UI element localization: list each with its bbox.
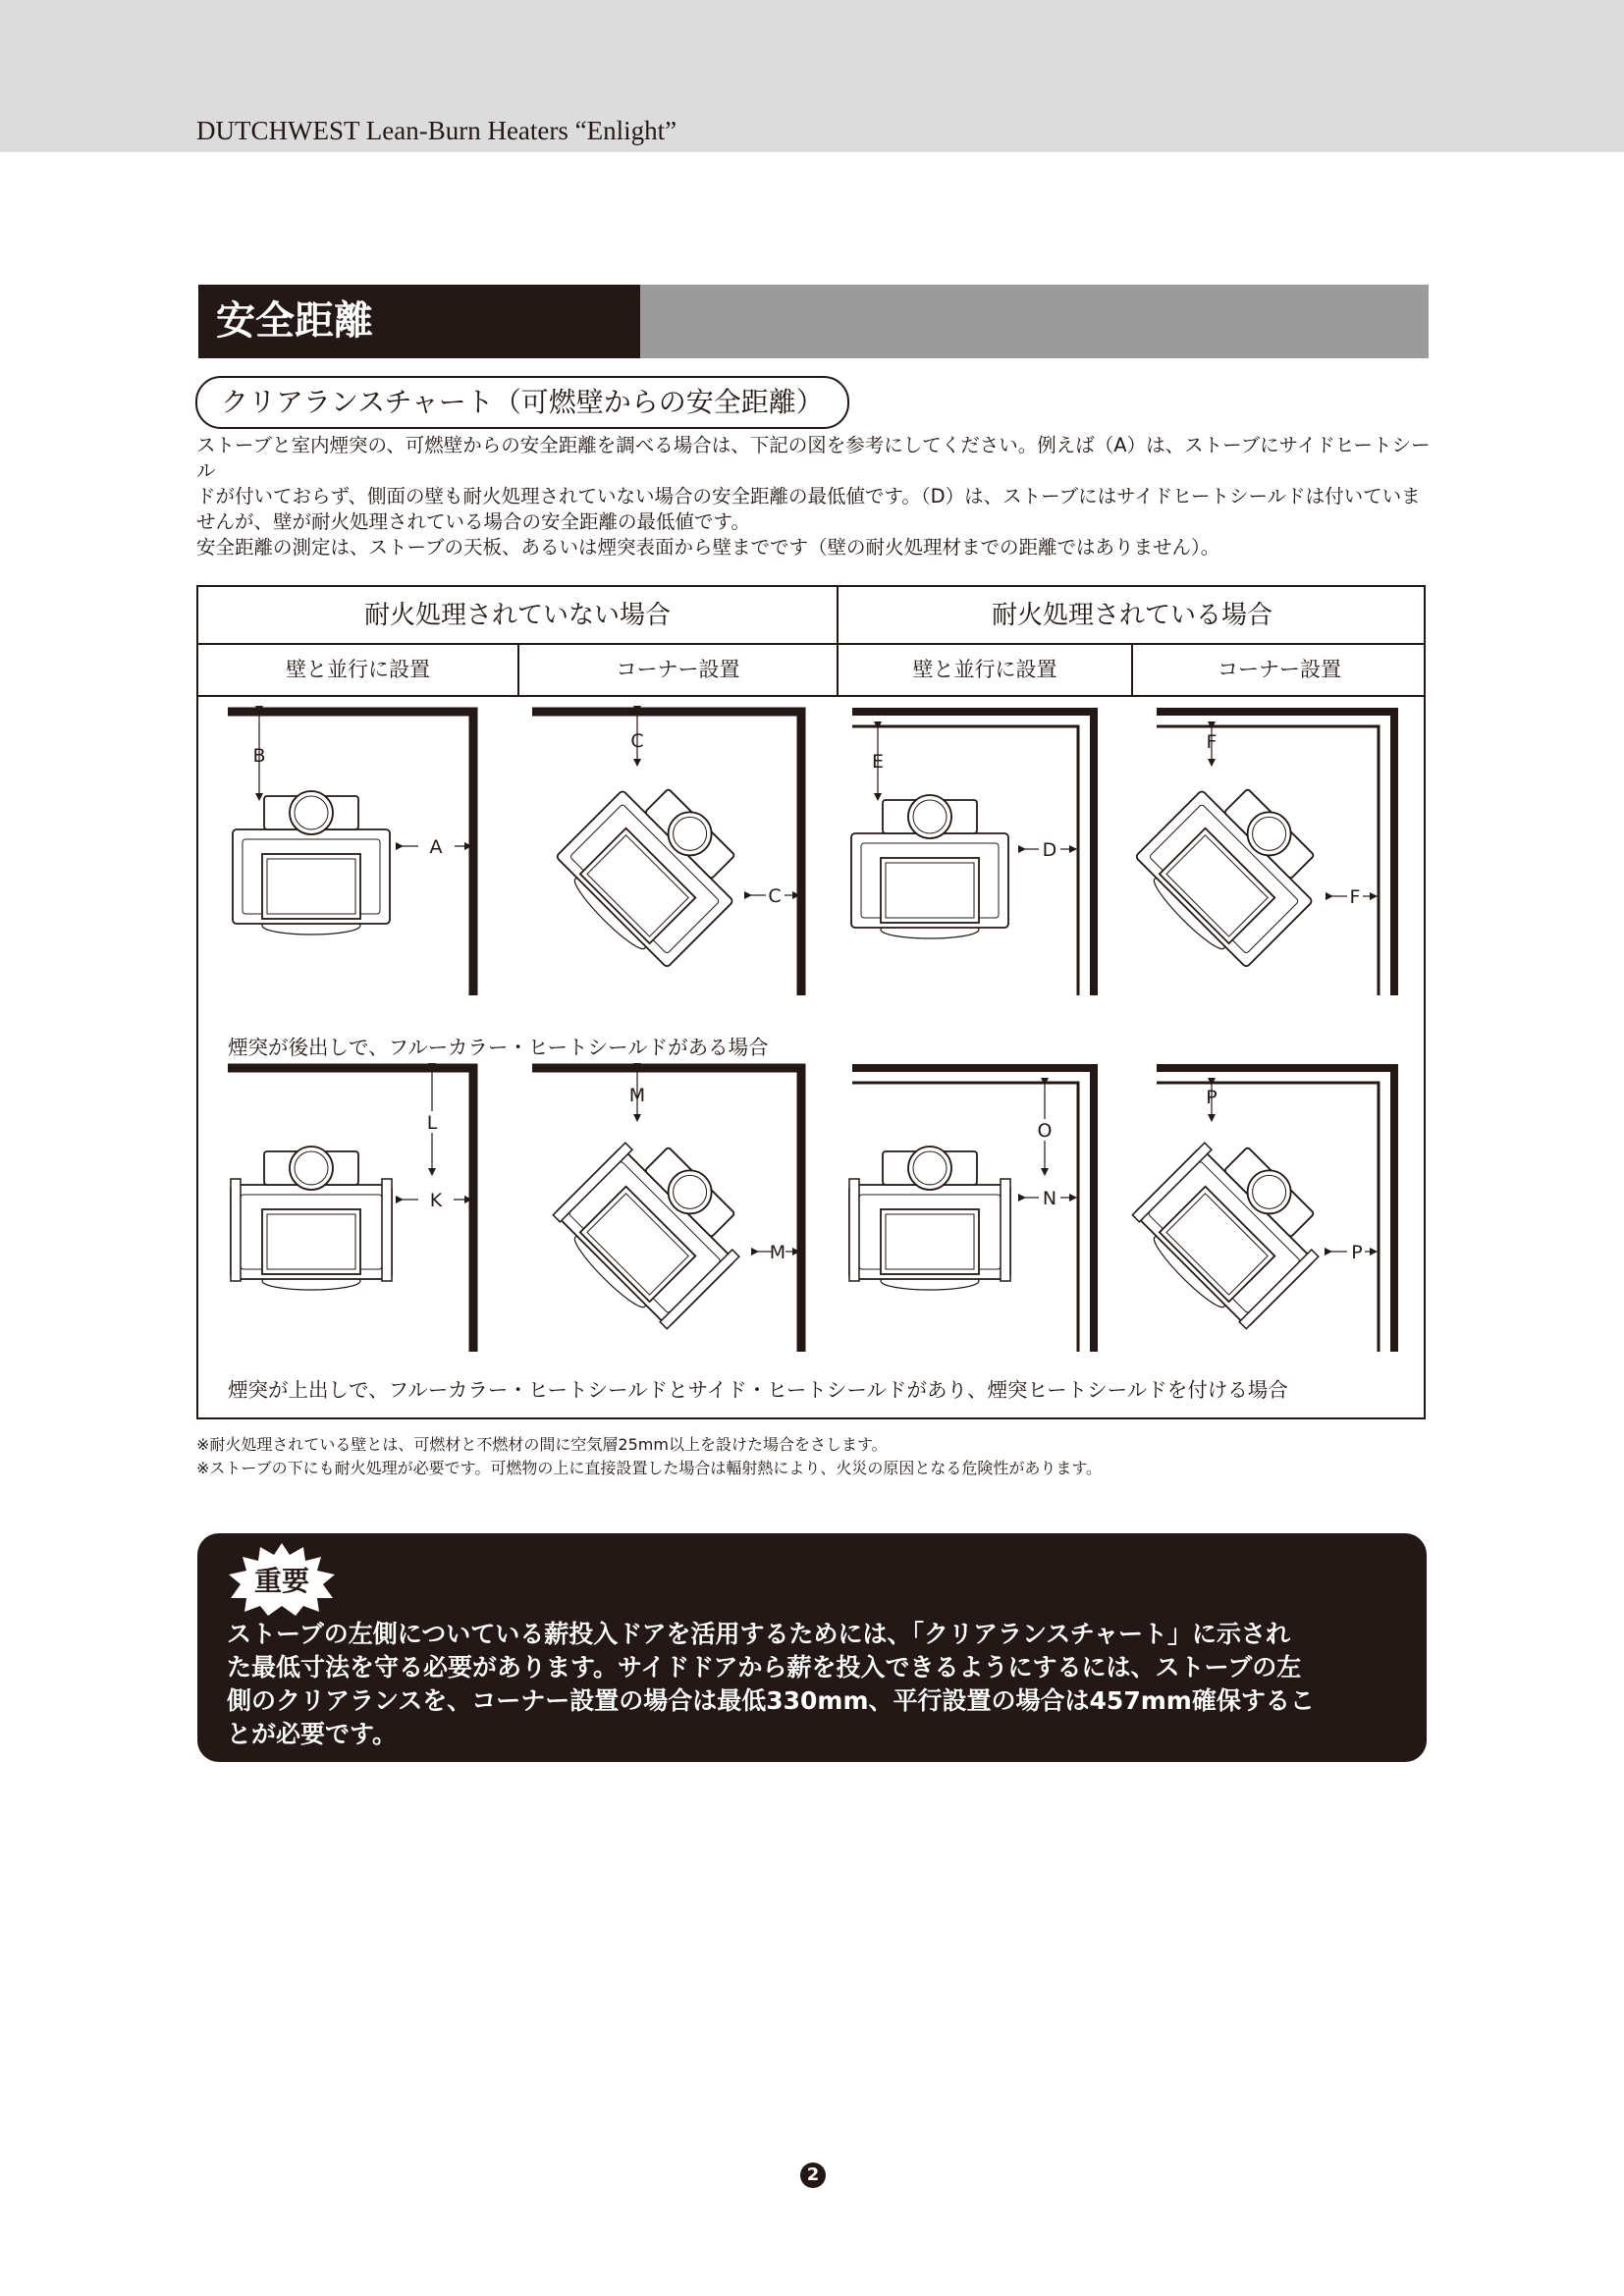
important-text xyxy=(227,1618,1405,1751)
intro-line: せんが、壁が耐火処理されている場合の安全距離の最低値です。 xyxy=(196,510,750,533)
divider xyxy=(1131,644,1133,696)
running-header: DUTCHWEST Lean-Burn Heaters “Enlight” xyxy=(196,116,677,145)
caption-rear-flue: 煙突が後出しで、フルーカラー・ヒートシールドがある場合 xyxy=(228,1036,769,1059)
dim-label-F: F xyxy=(1349,886,1361,908)
header-not-fireproofed: 耐火処理されていない場合 xyxy=(363,601,671,630)
diagram-C xyxy=(532,712,801,995)
diagram-K-L xyxy=(228,1068,473,1352)
diagram-M xyxy=(532,1068,801,1352)
intro-text xyxy=(196,433,1435,561)
subheader-parallel: 壁と並行に設置 xyxy=(286,658,430,681)
notes xyxy=(196,1433,1102,1480)
note: ※耐火処理されている壁とは、可燃材と不燃材の間に空気層25mm以上を設けた場合をさします。 xyxy=(196,1435,888,1454)
dim-label-A: A xyxy=(429,836,443,858)
diagram-D-E xyxy=(851,712,1094,995)
note: ※ストーブの下にも耐火処理が必要です。可燃物の上に直接設置した場合は輻射熱により、火災の原因となる危険性があります。 xyxy=(196,1459,1103,1477)
dim-label-L: L xyxy=(426,1112,438,1134)
important-line: た最低寸法を守る必要があります。サイドドアから薪を投入できるようにするには、ストーブの左 xyxy=(227,1653,1302,1682)
dim-label-P: P xyxy=(1206,1087,1218,1108)
dim-label-M: M xyxy=(628,1085,646,1106)
intro-line: ドが付いておらず、側面の壁も耐火処理されていない場合の安全距離の最低値です。（D）は、ストーブにはサイドヒートシールドは付いていま xyxy=(196,485,1421,507)
divider xyxy=(517,644,519,696)
dim-label-F: F xyxy=(1206,731,1218,753)
dim-label-D: D xyxy=(1042,839,1057,861)
important-badge xyxy=(225,1541,339,1620)
header-fireproofed: 耐火処理されている場合 xyxy=(991,601,1272,630)
important-line: 側のクリアランスを、コーナー設置の場合は最低330mm、平行設置の場合は457mm確保するこ xyxy=(227,1686,1315,1715)
dim-label-O: O xyxy=(1037,1120,1053,1142)
intro-line: ストーブと室内煙突の、可燃壁からの安全距離を調べる場合は、下記の図を参考にしてください。例えば（A）は、ストーブにサイドヒートシール xyxy=(196,434,1431,482)
dim-label-M: M xyxy=(769,1242,786,1263)
important-badge-label: 重要 xyxy=(253,1565,310,1597)
diagram-P xyxy=(1126,1068,1394,1352)
section-title: 安全距離 xyxy=(198,285,640,358)
page-number: 2 xyxy=(800,2163,826,2188)
subheader-parallel: 壁と並行に設置 xyxy=(912,658,1057,681)
diagram-A-B xyxy=(228,712,473,995)
clearance-chart xyxy=(196,585,1426,1419)
subheader-corner: コーナー設置 xyxy=(1218,658,1341,681)
dim-label-N: N xyxy=(1042,1188,1057,1209)
dim-label-K: K xyxy=(429,1190,443,1211)
subheading: クリアランスチャート（可燃壁からの安全距離） xyxy=(195,376,849,429)
section-title-bar xyxy=(640,285,1429,358)
dim-label-C: C xyxy=(768,885,782,907)
divider xyxy=(198,643,1426,645)
dim-label-E: E xyxy=(871,751,885,773)
dim-label-B: B xyxy=(252,745,266,767)
divider xyxy=(837,587,839,696)
diagram-N-O xyxy=(849,1068,1094,1352)
dim-label-C: C xyxy=(630,730,644,752)
important-box xyxy=(197,1533,1427,1762)
subheader-corner: コーナー設置 xyxy=(616,658,740,681)
important-line: とが必要です。 xyxy=(227,1720,398,1748)
diagram-F xyxy=(1127,712,1394,995)
important-line: ストーブの左側についている薪投入ドアを活用するためには、「クリアランスチャート」に示され xyxy=(227,1620,1291,1648)
caption-top-flue: 煙突が上出しで、フルーカラー・ヒートシールドとサイド・ヒートシールドがあり、煙突ヒートシールドを付ける場合 xyxy=(228,1378,1288,1402)
intro-line: 安全距離の測定は、ストーブの天板、あるいは煙突表面から壁までです（壁の耐火処理材までの距離ではありません）。 xyxy=(196,536,1220,559)
dim-label-P: P xyxy=(1351,1242,1363,1263)
